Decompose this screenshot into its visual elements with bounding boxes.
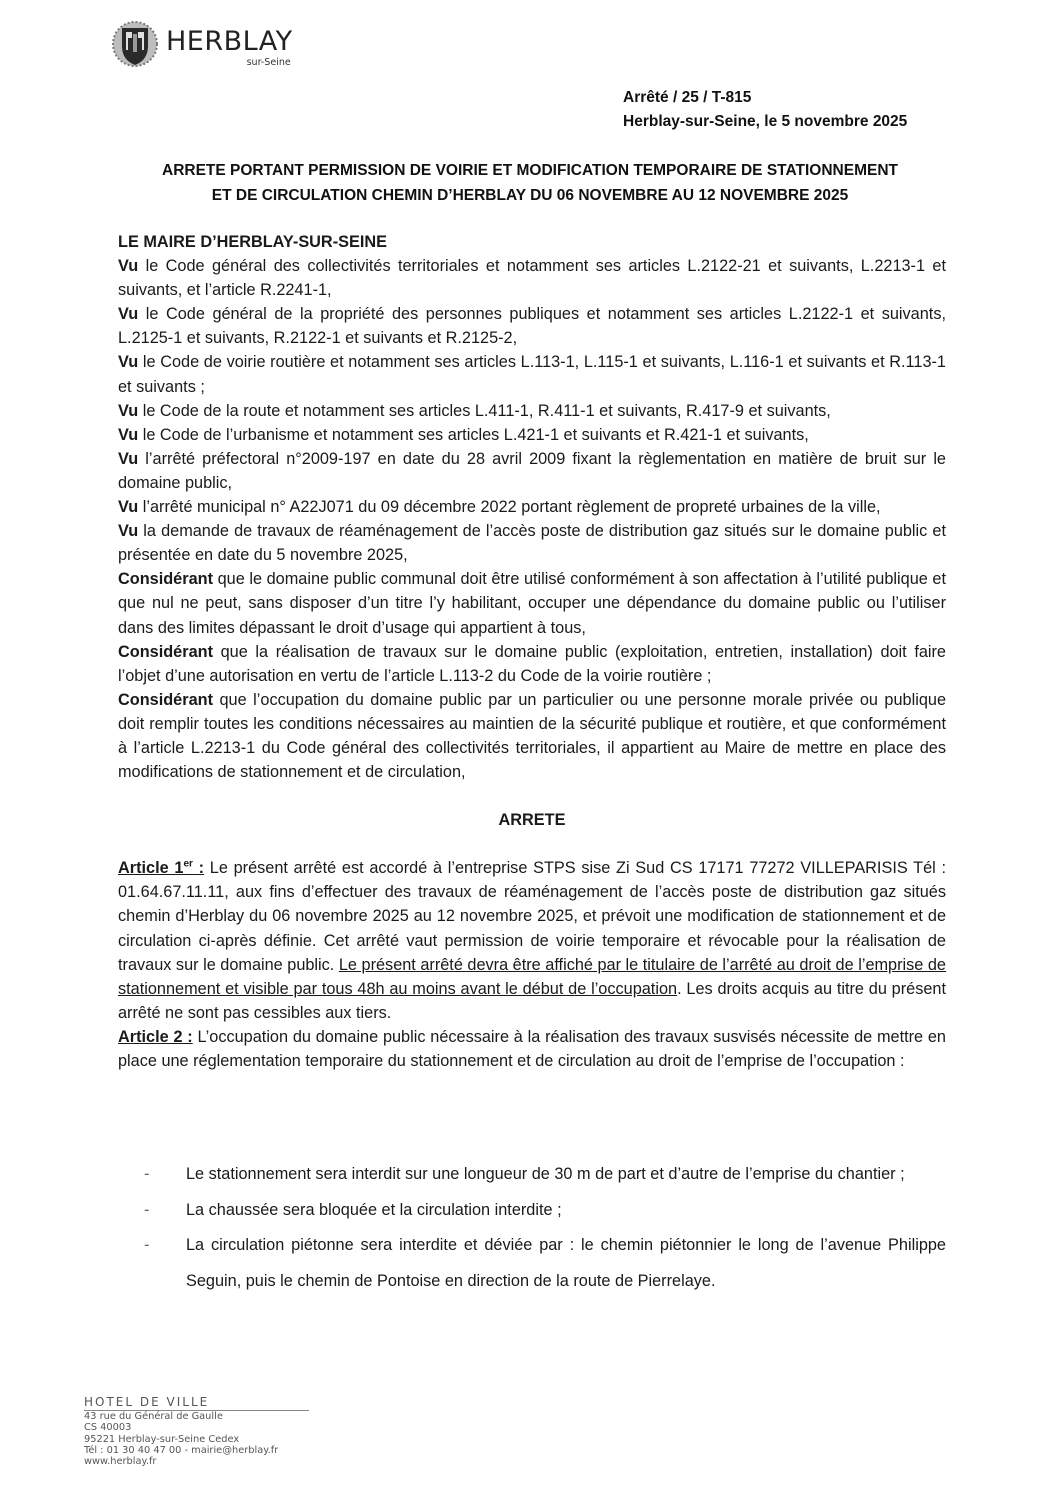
article-1-text-end: . Les droits acquis au titre du présent arrêté ne sont pas cessibles aux tiers. [118,979,946,1022]
article-2 [118,1025,946,1073]
consideration-lead: Considérant [118,690,213,709]
article-1 [118,856,946,1025]
logo-name: HERBLAY [166,26,293,57]
consideration-text: le Code de voirie routière et notamment ses articles L.113-1, L.115-1 et suivants, L.116-1 et suivants et R.113-1 et suivants ; [118,353,946,396]
decree-reference: Arrêté / 25 / T-815 [623,89,752,106]
consideration-text: le Code général des collectivités territoriales et notamment ses articles L.2122-21 et suivants, L.2213-1 et suivants, et l’article R.2241-1, [118,257,946,300]
consideration-item [118,688,946,784]
city-crest-icon [112,20,158,68]
consideration-lead: Vu [118,522,139,541]
consideration-text: que la réalisation de travaux sur le domaine public (exploitation, entretien, installation) doit faire l’objet d’une autorisation en vertu de l’article L.113-2 du Code de la voirie routière ; [118,642,946,685]
article-1-text: Le présent arrêté est accordé à l’entreprise STPS sise Zi Sud CS 17171 77272 VILLEPARISIS Tél : 01.64.67.11.11, aux fins d’effectuer des travaux de réaménagement de l’accès poste de distribution gaz situés chemin d’Herblay du 06 novembre 2025 au 12 novembre 2025, et prévoit une modification de stationnement et de circulation ci-après définie. Cet arrêté vaut permission de voirie temporaire et révocable pour la réalisation de travaux sur le domaine public. [118,859,946,974]
measure-text: La chaussée sera bloquée et la circulation interdite ; [186,1200,562,1219]
consideration-item [118,350,946,398]
measure-item [140,1228,946,1299]
place-date: Herblay-sur-Seine, le 5 novembre 2025 [623,113,908,130]
consideration-lead: Vu [118,425,139,444]
consideration-text: l’arrêté préfectoral n°2009-197 en date du 28 avril 2009 fixant la règlementation en matière de bruit sur le domaine public, [118,449,946,492]
consideration-lead: Vu [118,257,139,276]
consideration-text: le Code de la route et notamment ses articles L.411-1, R.411-1 et suivants, R.417-9 et suivants, [138,401,831,420]
measure-text: La circulation piétonne sera interdite et déviée par : le chemin piétonnier le long de l’avenue Philippe Seguin, puis le chemin de Pontoise en direction de la route de Pierrelaye. [186,1236,946,1290]
consideration-lead: Vu [118,353,139,372]
article-2-measures-list [140,1157,946,1299]
measure-item [140,1157,946,1193]
article-2-label: Article 2 : [118,1027,193,1046]
footer-line: Tél : 01 30 40 47 00 - mairie@herblay.fr [84,1444,279,1456]
considerations-list [118,254,946,784]
footer-line: 43 rue du Général de Gaulle [84,1411,223,1422]
footer-address [84,1395,309,1467]
footer-line: CS 40003 [84,1422,132,1434]
footer-line: www.herblay.fr [84,1456,157,1468]
consideration-lead: Vu [118,401,139,420]
consideration-text: la demande de travaux de réaménagement de l’accès poste de distribution gaz situés sur le domaine public et présentée en date du 5 novembre 2025, [118,522,946,565]
bullet-dash-icon: - [144,1236,150,1254]
consideration-item [118,495,946,519]
authority-heading: LE MAIRE D’HERBLAY-SUR-SEINE [118,233,387,251]
consideration-text: le Code de l’urbanisme et notamment ses articles L.421-1 et suivants et R.421-1 et suivants, [138,425,809,444]
consideration-item [118,519,946,567]
consideration-item [118,423,946,447]
consideration-item [118,399,946,423]
bullet-dash-icon: - [144,1200,150,1219]
footer-line: 95221 Herblay-sur-Seine Cedex [84,1433,240,1445]
footer-heading: HOTEL DE VILLE [84,1395,309,1411]
title-line-1: ARRETE PORTANT PERMISSION DE VOIRIE ET MODIFICATION TEMPORAIRE DE STATIONNEMENT [162,162,898,179]
consideration-lead: Vu [118,305,139,324]
consideration-item [118,254,946,302]
document-body [118,230,946,1073]
consideration-lead: Considérant [118,570,213,589]
article-2-text: L’occupation du domaine public nécessaire à la réalisation des travaux susvisés nécessite de mettre en place une réglementation temporaire du stationnement et de circulation au droit de l’emprise de l’occupation : [118,1027,946,1070]
consideration-text: le Code général de la propriété des personnes publiques et notamment ses articles L.2122-1 et suivants, L.2125-1 et suivants, R.2122-1 et suivants et R.2125-2, [118,305,946,348]
measure-item [140,1193,946,1229]
decree-heading: ARRETE [498,811,566,830]
consideration-text: que l’occupation du domaine public par un particulier ou une personne morale privée ou publique doit remplir toutes les conditions nécessaires au maintien de la sécurité publique et routière, et que conformément à l’article L.2213-1 du Code général des collectivités territoriales, il appartient au Maire de mettre en place des modifications de stationnement et de circulation, [118,690,946,782]
article-1-display-notice: Le présent arrêté devra être affiché par le titulaire de l’arrêté au droit de l’emprise de stationnement et visible par tous 48h au moins avant le début de l’occupation [118,955,946,998]
consideration-text: que le domaine public communal doit être utilisé conformément à son affectation à l’utilité publique et que nul ne peut, sans disposer d’un titre l’y habilitant, occuper une dépendance du domaine public ou l’utiliser dans des limites dépassant le droit d’usage qui appartient à tous, [118,570,946,637]
consideration-lead: Considérant [118,642,213,661]
consideration-item [118,302,946,350]
consideration-lead: Vu [118,498,139,517]
consideration-item [118,447,946,495]
consideration-text: l’arrêté municipal n° A22J071 du 09 décembre 2022 portant règlement de propreté urbaines de la ville, [138,498,881,517]
logo-subtitle: sur-Seine [246,57,291,68]
reference-block [623,86,907,134]
consideration-item [118,567,946,639]
title-line-2: ET DE CIRCULATION CHEMIN D’HERBLAY DU 06 NOVEMBRE AU 12 NOVEMBRE 2025 [211,187,849,204]
measure-text: Le stationnement sera interdit sur une longueur de 30 m de part et d’autre de l’emprise du chantier ; [186,1165,905,1183]
bullet-dash-icon: - [144,1165,150,1183]
city-logo [112,20,293,68]
article-1-label: Article 1er : [118,858,205,878]
document-title [110,158,950,208]
consideration-lead: Vu [118,449,139,468]
consideration-item [118,640,946,688]
